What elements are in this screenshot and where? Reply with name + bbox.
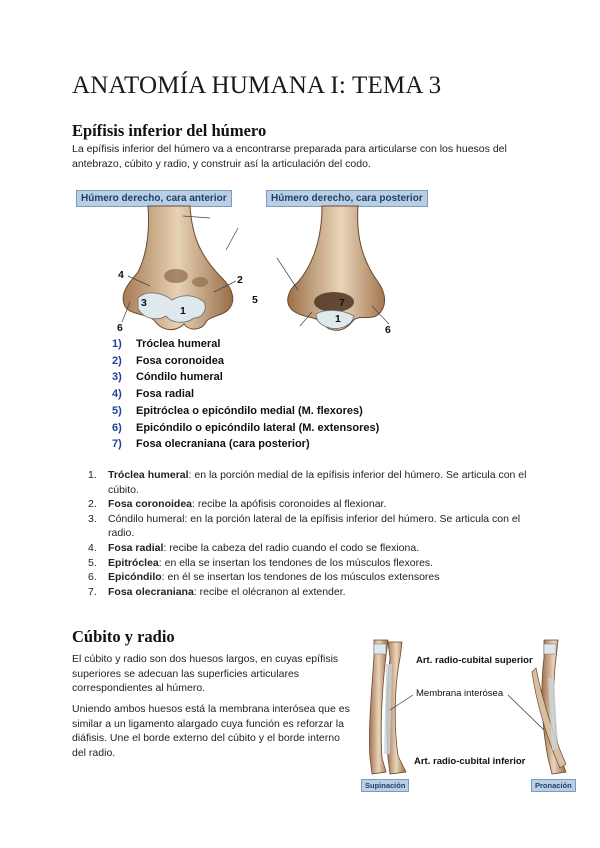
badge-supinacion: Supinación	[361, 779, 409, 792]
callout-3: 3	[141, 297, 147, 309]
section-paragraph-cubito-2: Uniendo ambos huesos está la membrana interósea que es similar a un ligamento alargado cuya función es reforzar la diáfisis. Une el borde externo del cúbito y el borde interno del radio.	[72, 703, 350, 759]
section-heading-epifisis: Epífisis inferior del húmero	[72, 121, 267, 140]
label-membrana-interosea: Membrana interósea	[416, 688, 504, 699]
legend-item: 2) Fosa coronoidea	[112, 354, 225, 367]
legend-item: 1) Tróclea humeral	[112, 338, 221, 350]
badge-pronacion: Pronación	[531, 779, 576, 792]
list-item: 2. Fosa coronoidea: recibe la apófisis coronoides al flexionar.	[88, 498, 387, 511]
list-item: 1. Tróclea humeral: en la porción medial de la epífisis inferior del húmero. Se articula con el cúbito.	[88, 469, 527, 496]
callout-1-posterior: 1	[335, 313, 341, 325]
callout-2: 2	[237, 274, 243, 286]
list-item: 6. Epicóndilo: en él se insertan los tendones de los músculos extensores	[88, 571, 440, 584]
section-paragraph-epifisis: La epífisis inferior del húmero va a encontrarse preparada para articularse con los huesos del antebrazo, cúbito y radio, y construir así la articulación del codo.	[72, 143, 507, 170]
legend-item: 7) Fosa olecraniana (cara posterior)	[112, 438, 310, 451]
legend-item: 4) Fosa radial	[112, 388, 195, 401]
figure-label-anterior: Húmero derecho, cara anterior	[76, 190, 232, 207]
legend-item: 3) Cóndilo humeral	[112, 371, 223, 384]
callout-1: 1	[180, 305, 186, 317]
section-paragraph-cubito-1: El cúbito y radio son dos huesos largos, en cuyas epífisis superiores se adecuan las superficies articulares correspondientes al húmero.	[72, 653, 339, 694]
legend-item: 5) Epitróclea o epicóndilo medial (M. flexores)	[112, 404, 363, 417]
callout-4: 4	[118, 269, 124, 281]
callout-6-posterior: 6	[385, 324, 391, 336]
label-art-radio-cubital-superior: Art. radio-cubital superior	[416, 655, 533, 666]
page-title: ANATOMÍA HUMANA I: TEMA 3	[72, 72, 442, 99]
list-item: 7. Fosa olecraniana: recibe el olécranon al extender.	[88, 585, 346, 598]
callout-7: 7	[339, 297, 345, 309]
callout-6: 6	[117, 322, 123, 334]
section-heading-cubito-radio: Cúbito y radio	[72, 627, 175, 646]
label-art-radio-cubital-inferior: Art. radio-cubital inferior	[414, 756, 526, 767]
callout-5: 5	[252, 294, 258, 306]
list-item: 4. Fosa radial: recibe la cabeza del radio cuando el codo se flexiona.	[88, 541, 420, 554]
list-item: 3. Cóndilo humeral: en la porción lateral de la epífisis inferior del húmero. Se articula con el radio.	[88, 512, 521, 540]
legend-item: 6) Epicóndilo o epicóndilo lateral (M. extensores)	[112, 421, 380, 434]
list-item: 5. Epitróclea: en ella se insertan los tendones de los músculos flexores.	[88, 556, 434, 569]
figure-label-posterior: Húmero derecho, cara posterior	[266, 190, 428, 207]
